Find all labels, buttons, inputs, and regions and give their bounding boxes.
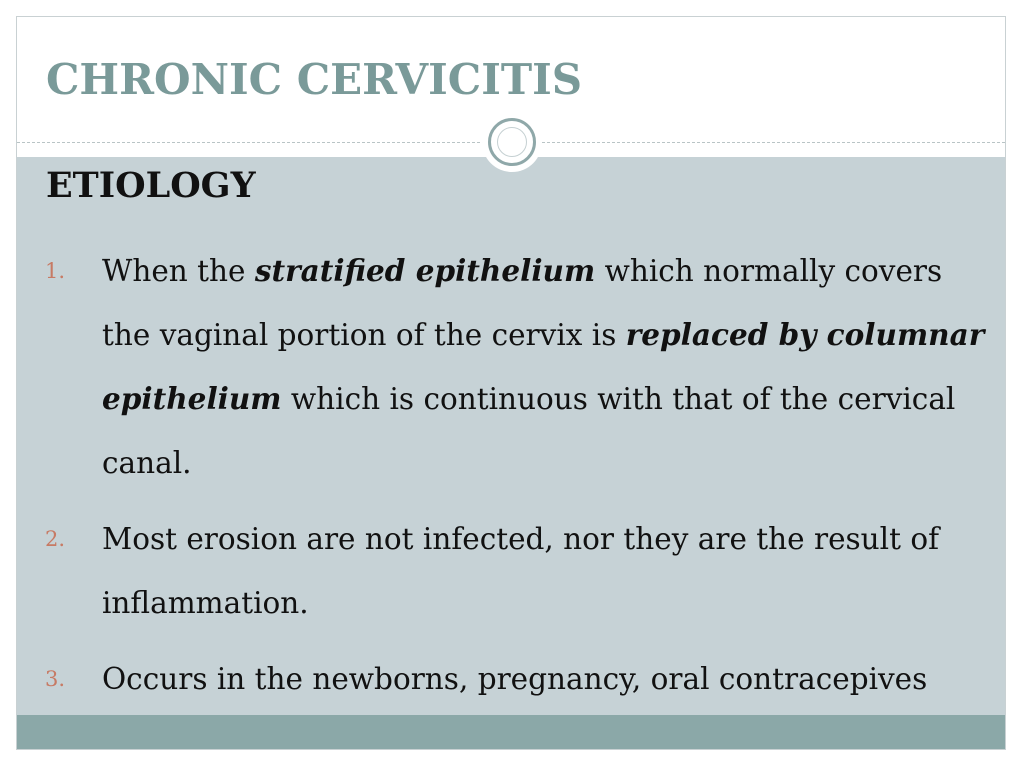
text-segment: which is continuous with that of the cervical canal. bbox=[102, 382, 956, 480]
list-number: 1. bbox=[45, 259, 66, 283]
text-segment: which normally covers the vaginal portion of the cervix is bbox=[102, 254, 943, 352]
emphasis-text: replaced by columnar epithelium bbox=[102, 317, 985, 416]
ring-icon bbox=[488, 118, 536, 166]
inner-ring-icon bbox=[497, 127, 527, 157]
list-item bbox=[17, 507, 1005, 635]
slide-title: CHRONIC CERVICITIS bbox=[46, 55, 583, 104]
emphasis-text: stratified epithelium bbox=[254, 253, 596, 288]
list-number: 3. bbox=[45, 667, 66, 691]
text-segment: When the bbox=[102, 254, 255, 288]
list-item bbox=[17, 647, 1005, 711]
slide bbox=[16, 16, 1006, 750]
list-number: 2. bbox=[45, 527, 66, 551]
list-item bbox=[17, 239, 1005, 495]
section-heading: ETIOLOGY bbox=[46, 165, 256, 206]
text-segment: Most erosion are not infected, nor they are the result of inflammation. bbox=[102, 522, 940, 620]
text-segment: Occurs in the newborns, pregnancy, oral contracepives bbox=[102, 662, 928, 696]
circle-ornament-icon bbox=[482, 112, 542, 172]
numbered-list bbox=[17, 239, 1005, 723]
